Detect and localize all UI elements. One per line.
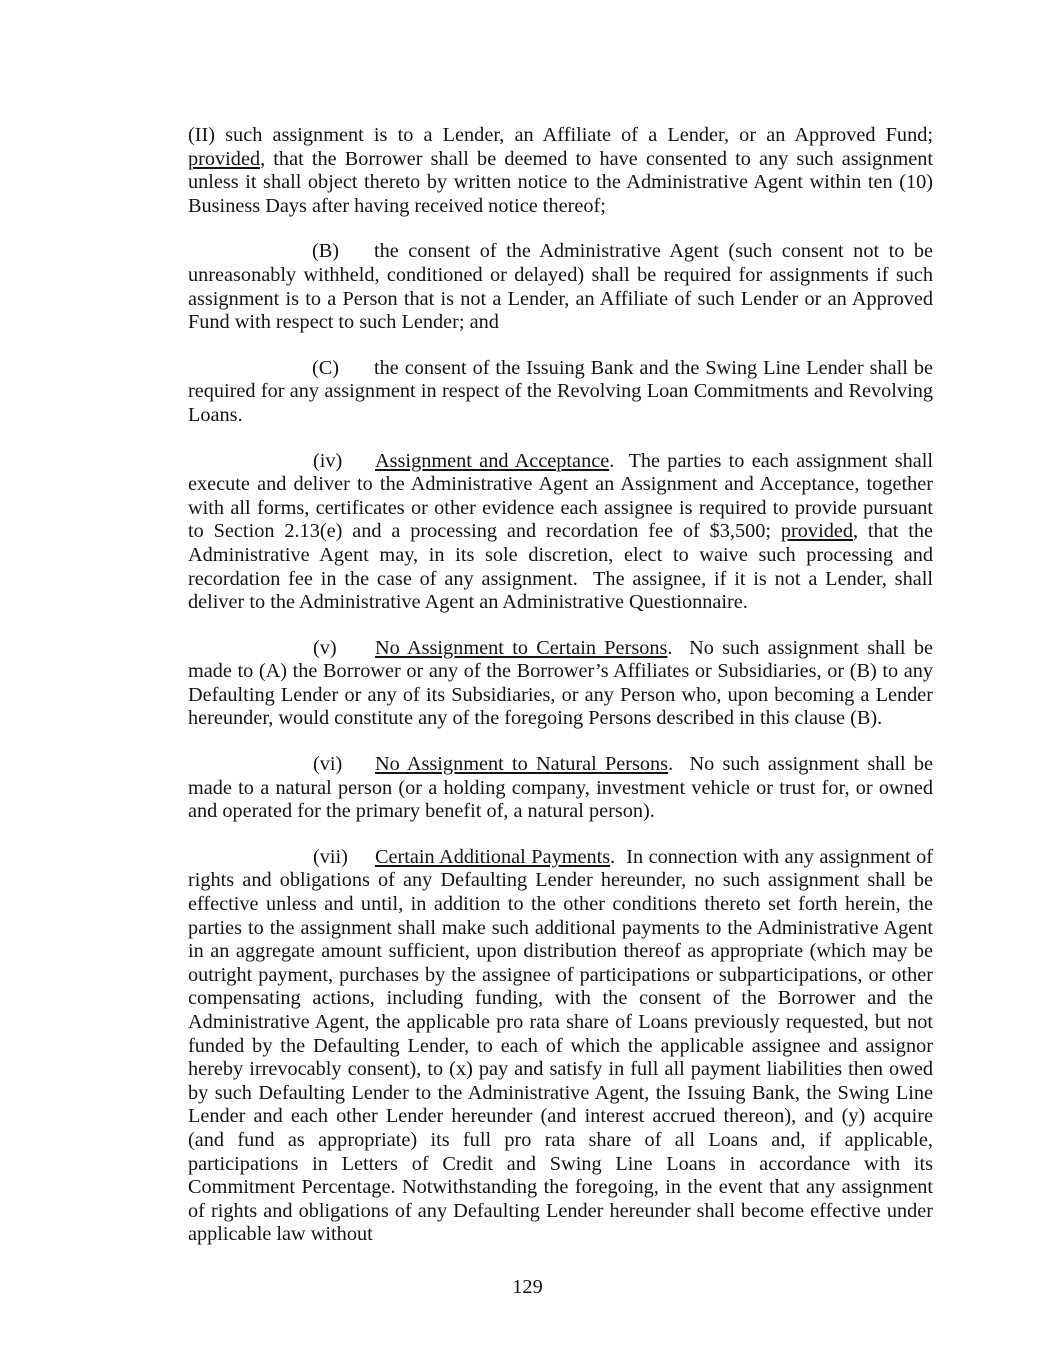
clause-ii-text-lead: (II) such assignment is to a Lender, an Affiliate of a Lender, or an Approved Fund; [188, 124, 933, 146]
clause-vi-text: . No such assignment shall be made to a natural person (or a holding company, investment vehicle or trust for, or owned and operated for the primary benefit of, a natural person). [188, 753, 933, 823]
clause-vii-label: (vii) [313, 845, 348, 868]
paragraph-clause-iv [188, 450, 933, 615]
clause-vi-label: (vi) [313, 753, 343, 776]
paragraph-clause-vi [188, 753, 933, 824]
paragraph-clause-b [188, 240, 933, 334]
clause-b-text: the consent of the Administrative Agent (such consent not to be unreasonably withheld, conditioned or delayed) shall be required for assignments if such assignment is to a Person that is not a Lender, an Affiliate of such Lender or an Approved Fund with respect to such Lender; and [188, 240, 933, 334]
clause-vii-heading: Certain Additional Payments [375, 845, 611, 868]
clause-c-label: (C) [312, 356, 340, 379]
clause-b-label: (B) [312, 240, 340, 263]
clause-v-text: . No such assignment shall be made to (A) the Borrower or any of the Borrower’s Affiliates or Subsidiaries, or (B) to any Defaulting Lender or any of its Subsidiaries, or any Person who, upon becoming a Lender hereunder, would constitute any of the foregoing Persons described in this clause (B). [188, 636, 933, 730]
clause-iv-text-rest: , that the Administrative Agent may, in its sole discretion, elect to waive such processing and recordation fee in the case of any assignment. The assignee, if it is not a Lender, shall deliver to the Administrative Agent an Administrative Questionnaire. [188, 520, 933, 614]
clause-c-text: the consent of the Issuing Bank and the Swing Line Lender shall be required for any assignment in respect of the Revolving Loan Commitments and Revolving Loans. [188, 356, 933, 426]
clause-vii-text: . In connection with any assignment of rights and obligations of any Defaulting Lender hereunder, no such assignment shall be effective unless and until, in addition to the other conditions thereto set forth herein, the parties to the assignment shall make such additional payments to the Administrative Agent in an aggregate amount sufficient, upon distribution thereof as appropriate (which may be outright payment, purchases by the assignee of participations or subparticipations, or other compensating actions, including funding, with the consent of the Borrower and the Administrative Agent, the applicable pro rata share of Loans previously requested, but not funded by the Defaulting Lender, to each of which the applicable assignee and assignor hereby irrevocably consent), to (x) pay and satisfy in full all payment liabilities then owed by such Defaulting Lender to the Administrative Agent, the Issuing Bank, the Swing Line Lender and each other Lender hereunder (and interest accrued thereon), and (y) acquire (and fund as appropriate) its full pro rata share of all Loans and, if applicable, participations in Letters of Credit and Swing Line Loans in accordance with its Commitment Percentage. Notwithstanding the foregoing, in the event that any assignment of rights and obligations of any Defaulting Lender hereunder shall become effective under applicable law without [188, 845, 933, 1246]
clause-vi-heading: No Assignment to Natural Persons [375, 753, 669, 776]
clause-iv-text-lead: . The parties to each assignment shall execute and deliver to the Administrative Agent an Assignment and Acceptance, together with all forms, certificates or other evidence each assignee is required to provide pursuant to Section 2.13(e) and a processing and recordation fee of $3,500; [188, 449, 933, 543]
clause-iv-label: (iv) [313, 449, 343, 472]
clause-iv-heading: Assignment and Acceptance [375, 449, 610, 472]
clause-v-heading: No Assignment to Certain Persons [375, 636, 668, 659]
page-number: 129 [512, 1276, 543, 1298]
paragraph-clause-vii [188, 846, 933, 1247]
clause-v-label: (v) [313, 636, 337, 659]
term-provided: provided [780, 520, 853, 543]
clause-ii-text-rest: , that the Borrower shall be deemed to have consented to any such assignment unless it shall object thereto by written notice to the Administrative Agent within ten (10) Business Days after having received notice thereof; [188, 147, 933, 217]
paragraph-clause-ii [188, 124, 933, 218]
term-provided: provided [188, 147, 261, 170]
paragraph-clause-c [188, 357, 933, 428]
paragraph-clause-v [188, 637, 933, 731]
document-body [188, 124, 933, 1247]
